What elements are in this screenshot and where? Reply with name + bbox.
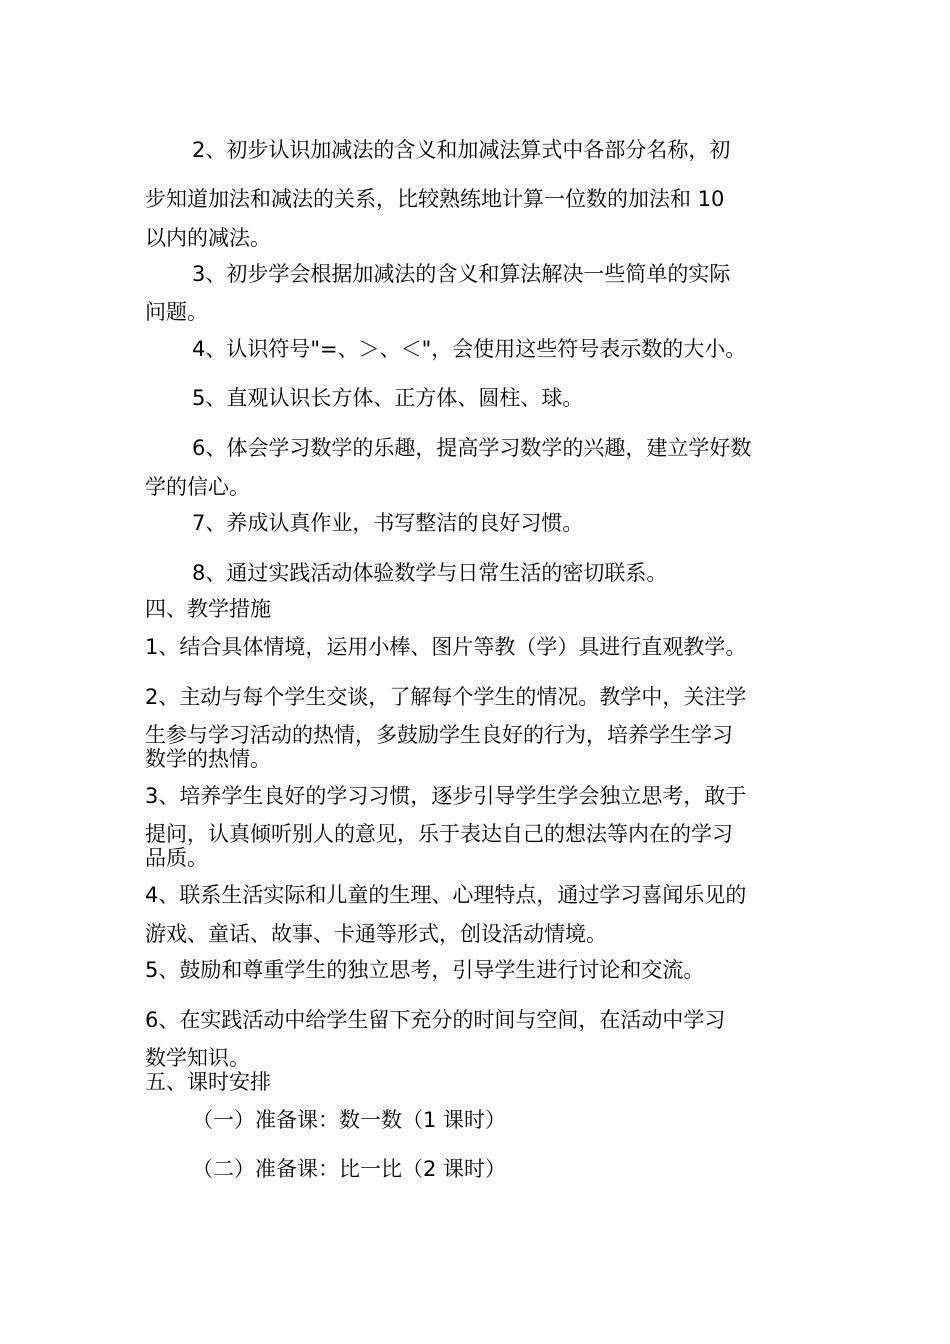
section-heading-measures: 四、教学措施 bbox=[145, 597, 271, 621]
measure-2-line-1: 2、主动与每个学生交谈，了解每个学生的情况。教学中，关注学 bbox=[145, 685, 747, 709]
objective-2-line-1: 2、初步认识加减法的含义和加减法算式中各部分名称，初 bbox=[192, 138, 731, 162]
schedule-item-2: （二）准备课：比一比（2 课时） bbox=[192, 1157, 507, 1181]
objective-2-line-2: 步知道加法和减法的关系，比较熟练地计算一位数的加法和 10 bbox=[145, 187, 725, 211]
section-heading-schedule: 五、课时安排 bbox=[145, 1070, 271, 1094]
measure-2-line-2: 生参与学习活动的热情，多鼓励学生良好的行为，培养学生学习 bbox=[145, 723, 733, 747]
measure-1: 1、结合具体情境，运用小棒、图片等教（学）具进行直观教学。 bbox=[145, 635, 747, 659]
measure-3-line-1: 3、培养学生良好的学习习惯，逐步引导学生学会独立思考，敢于 bbox=[145, 784, 747, 808]
objective-5: 5、直观认识长方体、正方体、圆柱、球。 bbox=[192, 386, 584, 410]
measure-3-line-3: 品质。 bbox=[145, 846, 208, 870]
objective-8: 8、通过实践活动体验数学与日常生活的密切联系。 bbox=[192, 561, 668, 585]
objective-4: 4、认识符号"=、＞、＜"，会使用这些符号表示数的大小。 bbox=[192, 337, 747, 361]
objective-3-line-1: 3、初步学会根据加减法的含义和算法解决一些简单的实际 bbox=[192, 262, 731, 286]
measure-6-line-1: 6、在实践活动中给学生留下充分的时间与空间，在活动中学习 bbox=[145, 1008, 726, 1032]
measure-6-line-2: 数学知识。 bbox=[145, 1046, 250, 1070]
measure-3-line-2: 提问，认真倾听别人的意见，乐于表达自己的想法等内在的学习 bbox=[145, 822, 733, 846]
measure-2-line-3: 数学的热情。 bbox=[145, 747, 271, 771]
objective-3-line-2: 问题。 bbox=[145, 300, 208, 324]
measure-4-line-2: 游戏、童话、故事、卡通等形式，创设活动情境。 bbox=[145, 922, 607, 946]
schedule-item-1: （一）准备课：数一数（1 课时） bbox=[192, 1108, 507, 1132]
objective-6-line-1: 6、体会学习数学的乐趣，提高学习数学的兴趣，建立学好数 bbox=[192, 436, 752, 460]
objective-6-line-2: 学的信心。 bbox=[145, 475, 250, 499]
objective-2-line-3: 以内的减法。 bbox=[145, 226, 271, 250]
measure-5: 5、鼓励和尊重学生的独立思考，引导学生进行讨论和交流。 bbox=[145, 958, 705, 982]
measure-4-line-1: 4、联系生活实际和儿童的生理、心理特点，通过学习喜闻乐见的 bbox=[145, 883, 747, 907]
objective-7: 7、养成认真作业，书写整洁的良好习惯。 bbox=[192, 511, 584, 535]
